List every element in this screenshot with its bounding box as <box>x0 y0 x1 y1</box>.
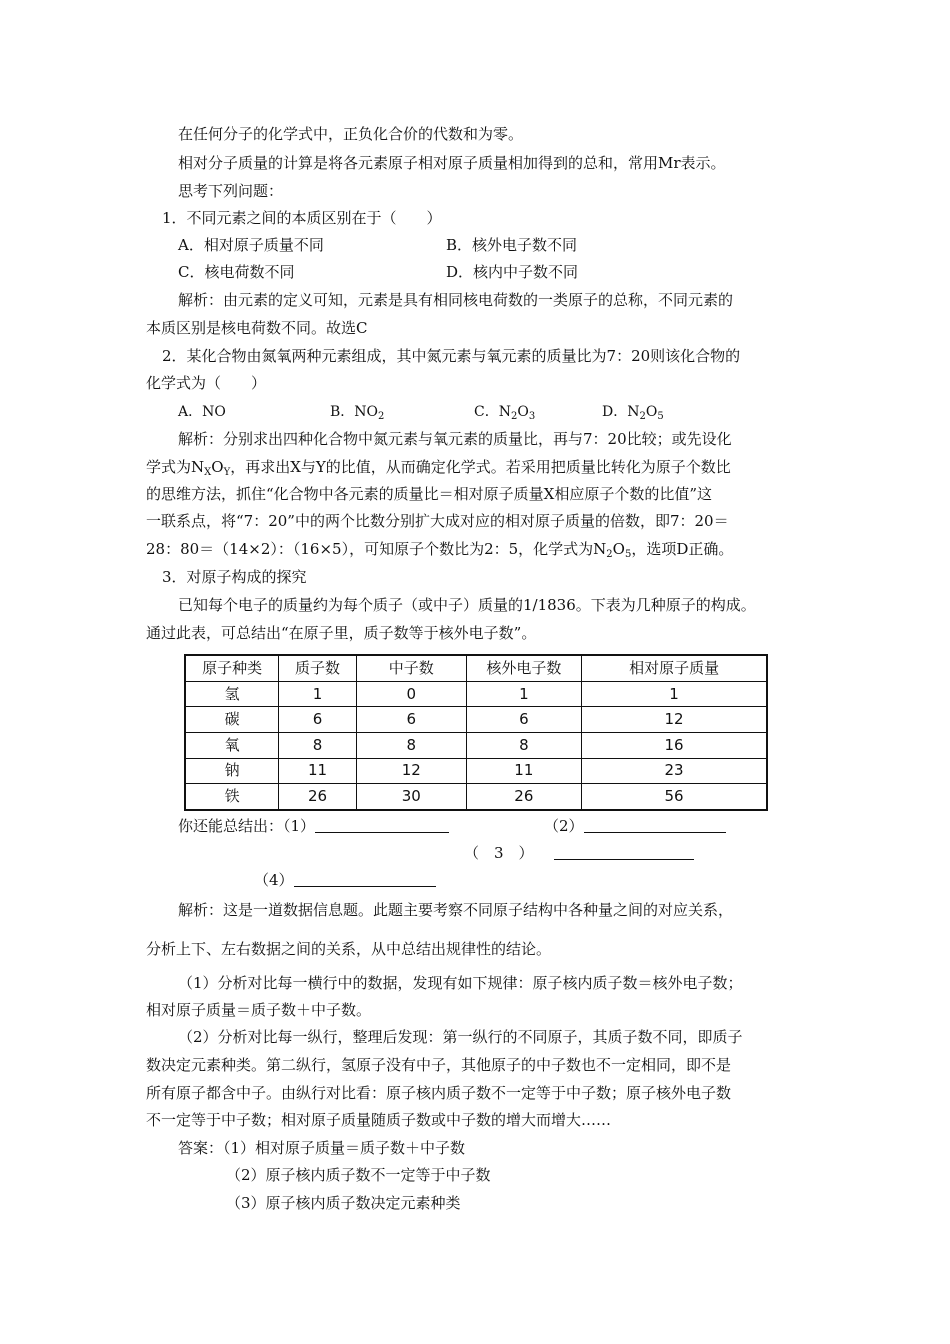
cell-atom-type: 钠 <box>185 758 279 784</box>
cell-atom-type: 氧 <box>185 732 279 758</box>
summary-line-3 <box>464 845 694 861</box>
q1-stem: 1．不同元素之间的本质区别在于（ ） <box>162 209 442 227</box>
cell-atom-type: 碳 <box>185 707 279 733</box>
q1-analysis-line-2: 本质区别是核电荷数不同。故选C <box>146 319 368 337</box>
summary-2-label: （2） <box>544 817 584 835</box>
q3-point-2-line-1: （2）分析对比每一纵行，整理后发现：第一纵行的不同原子，其质子数不同，即质子 <box>178 1028 743 1046</box>
header-atom-type: 原子种类 <box>185 655 279 681</box>
summary-line-4 <box>254 872 436 888</box>
cell-relative-mass: 56 <box>582 784 767 810</box>
cell-electron-count: 11 <box>466 758 582 784</box>
cell-electron-count: 26 <box>466 784 582 810</box>
table-header-row <box>185 655 767 681</box>
q3-point-2-line-4: 不一定等于中子数；相对原子质量随质子数或中子数的增大而增大…… <box>146 1111 612 1129</box>
header-relative-mass: 相对原子质量 <box>582 655 767 681</box>
table-row <box>185 784 767 810</box>
q2-analysis-line-5: 28：80＝（14×2）：（16×5），可知原子个数比为2：5，化学式为$N_2O_5$，选项D正确。 <box>146 540 734 560</box>
table-row <box>185 707 767 733</box>
q1-option-b: B．核外电子数不同 <box>446 236 578 254</box>
q3-analysis-line-1: 解析：这是一道数据信息题。此题主要考察不同原子结构中各种量之间的对应关系， <box>178 901 734 919</box>
q3-paragraph-1: 已知每个电子的质量约为每个质子（或中子）质量的1/1836。下表为几种原子的构成。 <box>178 596 756 614</box>
summary-4-label: （4） <box>254 871 294 889</box>
table-row <box>185 732 767 758</box>
table-row <box>185 681 767 707</box>
cell-electron-count: 6 <box>466 707 582 733</box>
blank-4[interactable] <box>294 872 436 887</box>
q2-analysis-line-4: 一联系点，将“7：20”中的两个比数分别扩大成对应的相对原子质量的倍数，即7：20＝ <box>146 512 729 530</box>
cell-neutron-count: 0 <box>356 681 466 707</box>
q1-option-d: D．核内中子数不同 <box>446 263 579 281</box>
q1-analysis-line-1: 解析：由元素的定义可知，元素是具有相同核电荷数的一类原子的总称，不同元素的 <box>178 291 734 309</box>
summary-line-1 <box>178 818 449 834</box>
q2-stem-line-1: 2．某化合物由氮氧两种元素组成，其中氮元素与氧元素的质量比为7：20则该化合物的 <box>162 347 741 365</box>
table-row <box>185 758 767 784</box>
answer-line-3: （3）原子核内质子数决定元素种类 <box>226 1194 461 1212</box>
answer-line-1: 答案：（1）相对原子质量＝质子数＋中子数 <box>178 1139 466 1157</box>
q2-analysis-line-2: 学式为$N_XO_Y$，再求出X与Y的比值，从而确定化学式。若采用把质量比转化为原子个数比 <box>146 458 731 478</box>
cell-electron-count: 1 <box>466 681 582 707</box>
intro-paragraph-2: 相对分子质量的计算是将各元素原子相对原子质量相加得到的总和，常用Mr表示。 <box>178 154 726 172</box>
cell-relative-mass: 23 <box>582 758 767 784</box>
cell-proton-count: 26 <box>279 784 357 810</box>
q3-point-2-line-3: 所有原子都含中子。由纵行对比看：原子核内质子数不一定等于中子数；原子核外电子数 <box>146 1084 732 1102</box>
q3-point-1-line-2: 相对原子质量＝质子数＋中子数。 <box>146 1001 372 1019</box>
answer-line-2: （2）原子核内质子数不一定等于中子数 <box>226 1166 491 1184</box>
q2-analysis-line-3: 的思维方法，抓住“化合物中各元素的质量比＝相对原子质量X相应原子个数的比值”这 <box>146 485 713 503</box>
cell-atom-type: 铁 <box>185 784 279 810</box>
q2-stem-line-2: 化学式为（ ） <box>146 374 267 392</box>
cell-neutron-count: 12 <box>356 758 466 784</box>
cell-relative-mass: 1 <box>582 681 767 707</box>
cell-proton-count: 8 <box>279 732 357 758</box>
intro-paragraph-1: 在任何分子的化学式中，正负化合价的代数和为零。 <box>178 125 524 143</box>
header-proton-count: 质子数 <box>279 655 357 681</box>
cell-proton-count: 1 <box>279 681 357 707</box>
q3-paragraph-2: 通过此表，可总结出“在原子里，质子数等于核外电子数”。 <box>146 624 537 642</box>
cell-relative-mass: 16 <box>582 732 767 758</box>
q2-option-c: C．$N_2O_3$ <box>474 404 536 422</box>
intro-paragraph-3: 思考下列问题： <box>178 182 284 200</box>
q1-option-c: C．核电荷数不同 <box>178 263 295 281</box>
cell-proton-count: 6 <box>279 707 357 733</box>
cell-electron-count: 8 <box>466 732 582 758</box>
atom-composition-table <box>184 654 768 811</box>
q2-option-a: A．NO <box>178 404 226 420</box>
q3-title: 3．对原子构成的探究 <box>162 568 307 586</box>
cell-proton-count: 11 <box>279 758 357 784</box>
cell-neutron-count: 8 <box>356 732 466 758</box>
summary-3-label: （ 3 ） <box>464 844 534 862</box>
q3-analysis-line-2: 分析上下、左右数据之间的关系，从中总结出规律性的结论。 <box>146 940 552 958</box>
summary-line-2 <box>544 818 726 834</box>
q3-point-1-line-1: （1）分析对比每一横行中的数据，发现有如下规律：原子核内质子数＝核外电子数； <box>178 974 743 992</box>
header-electron-count: 核外电子数 <box>466 655 582 681</box>
blank-1[interactable] <box>315 818 449 833</box>
q2-option-d: D．$N_2O_5$ <box>602 404 664 422</box>
blank-2[interactable] <box>584 818 726 833</box>
blank-3[interactable] <box>554 845 694 860</box>
cell-neutron-count: 30 <box>356 784 466 810</box>
q1-option-a: A．相对原子质量不同 <box>178 236 324 254</box>
cell-relative-mass: 12 <box>582 707 767 733</box>
header-neutron-count: 中子数 <box>356 655 466 681</box>
cell-atom-type: 氢 <box>185 681 279 707</box>
q2-analysis-line-1: 解析：分别求出四种化合物中氮元素与氧元素的质量比，再与7：20比较；或先设化 <box>178 430 732 448</box>
q2-option-b: B．$NO_2$ <box>330 404 385 422</box>
cell-neutron-count: 6 <box>356 707 466 733</box>
q3-point-2-line-2: 数决定元素种类。第二纵行，氢原子没有中子，其他原子的中子数也不一定相同，即不是 <box>146 1056 732 1074</box>
summary-lead-label: 你还能总结出：（1） <box>178 817 316 835</box>
